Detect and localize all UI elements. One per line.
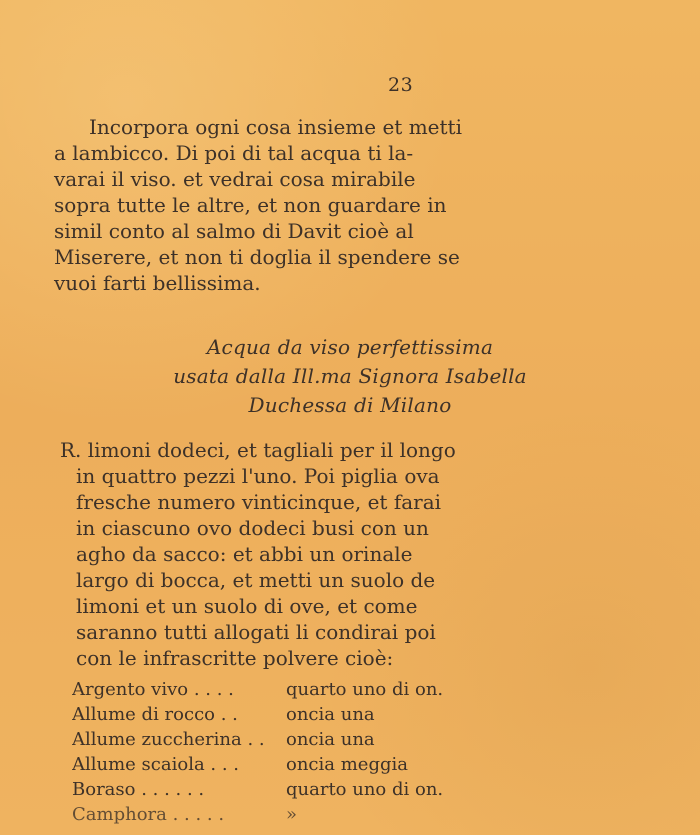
- ingredient-amount: oncia una: [286, 704, 375, 725]
- ingredient-row: [72, 777, 462, 802]
- ingredient-row: [72, 727, 462, 752]
- recipe-line: in ciascuno ovo dodeci busi con un: [76, 516, 429, 540]
- ingredient-row: [72, 702, 462, 727]
- ingredient-name: Boraso . . . . . .: [72, 779, 205, 800]
- recipe-line: fresche numero vinticinque, et farai: [76, 490, 442, 514]
- recipe-title-line: Acqua da viso perfettissima: [206, 335, 494, 359]
- page-number: 23: [388, 74, 414, 96]
- ingredient-name: Allume zuccherina . .: [72, 729, 265, 750]
- recipe-line: con le infrascritte polvere cioè:: [76, 646, 394, 670]
- ingredient-amount: oncia meggia: [286, 754, 408, 775]
- ingredient-name: Argento vivo . . . .: [72, 679, 234, 700]
- ingredient-name: Camphora . . . . .: [72, 804, 225, 825]
- paragraph-line: varai il viso. et vedrai cosa mirabile: [54, 167, 416, 191]
- recipe-line: saranno tutti allogati li condirai poi: [76, 620, 436, 644]
- recipe-line: limoni et un suolo di ove, et come: [76, 594, 418, 618]
- recipe-line: largo di bocca, et metti un suolo de: [76, 568, 436, 592]
- ingredient-list: [72, 677, 462, 827]
- paragraph-line: vuoi farti bellissima.: [54, 271, 261, 295]
- ingredient-name: Allume di rocco . .: [72, 704, 238, 725]
- paragraph-line: a lambicco. Di poi di tal acqua ti la-: [54, 141, 414, 165]
- recipe-title-line: Duchessa di Milano: [248, 393, 452, 417]
- paragraph-line: Incorpora ogni cosa insieme et metti: [89, 115, 462, 139]
- recipe-line: in quattro pezzi l'uno. Poi piglia ova: [76, 464, 440, 488]
- recipe-text: [60, 437, 456, 671]
- ingredient-row: [72, 802, 462, 827]
- ingredient-amount: oncia una: [286, 729, 375, 750]
- ingredient-row: [72, 752, 462, 777]
- recipe-line: agho da sacco: et abbi un orinale: [76, 542, 413, 566]
- recipe-title-line: usata dalla Ill.ma Signora Isabella: [173, 364, 527, 388]
- ingredient-amount: »: [286, 804, 298, 825]
- recipe-line: R. limoni dodeci, et tagliali per il longo: [60, 438, 456, 462]
- paragraph-line: sopra tutte le altre, et non guardare in: [54, 193, 447, 217]
- ingredient-amount: quarto uno di on.: [286, 679, 444, 700]
- paragraph-line: Miserere, et non ti doglia il spendere se: [54, 245, 460, 269]
- ingredient-name: Allume scaiola . . .: [72, 754, 240, 775]
- paragraph-line: simil conto al salmo di Davit cioè al: [54, 219, 414, 243]
- ingredient-amount: quarto uno di on.: [286, 779, 444, 800]
- opening-paragraph: [54, 114, 462, 296]
- recipe-title: [0, 333, 700, 420]
- ingredient-row: [72, 677, 462, 702]
